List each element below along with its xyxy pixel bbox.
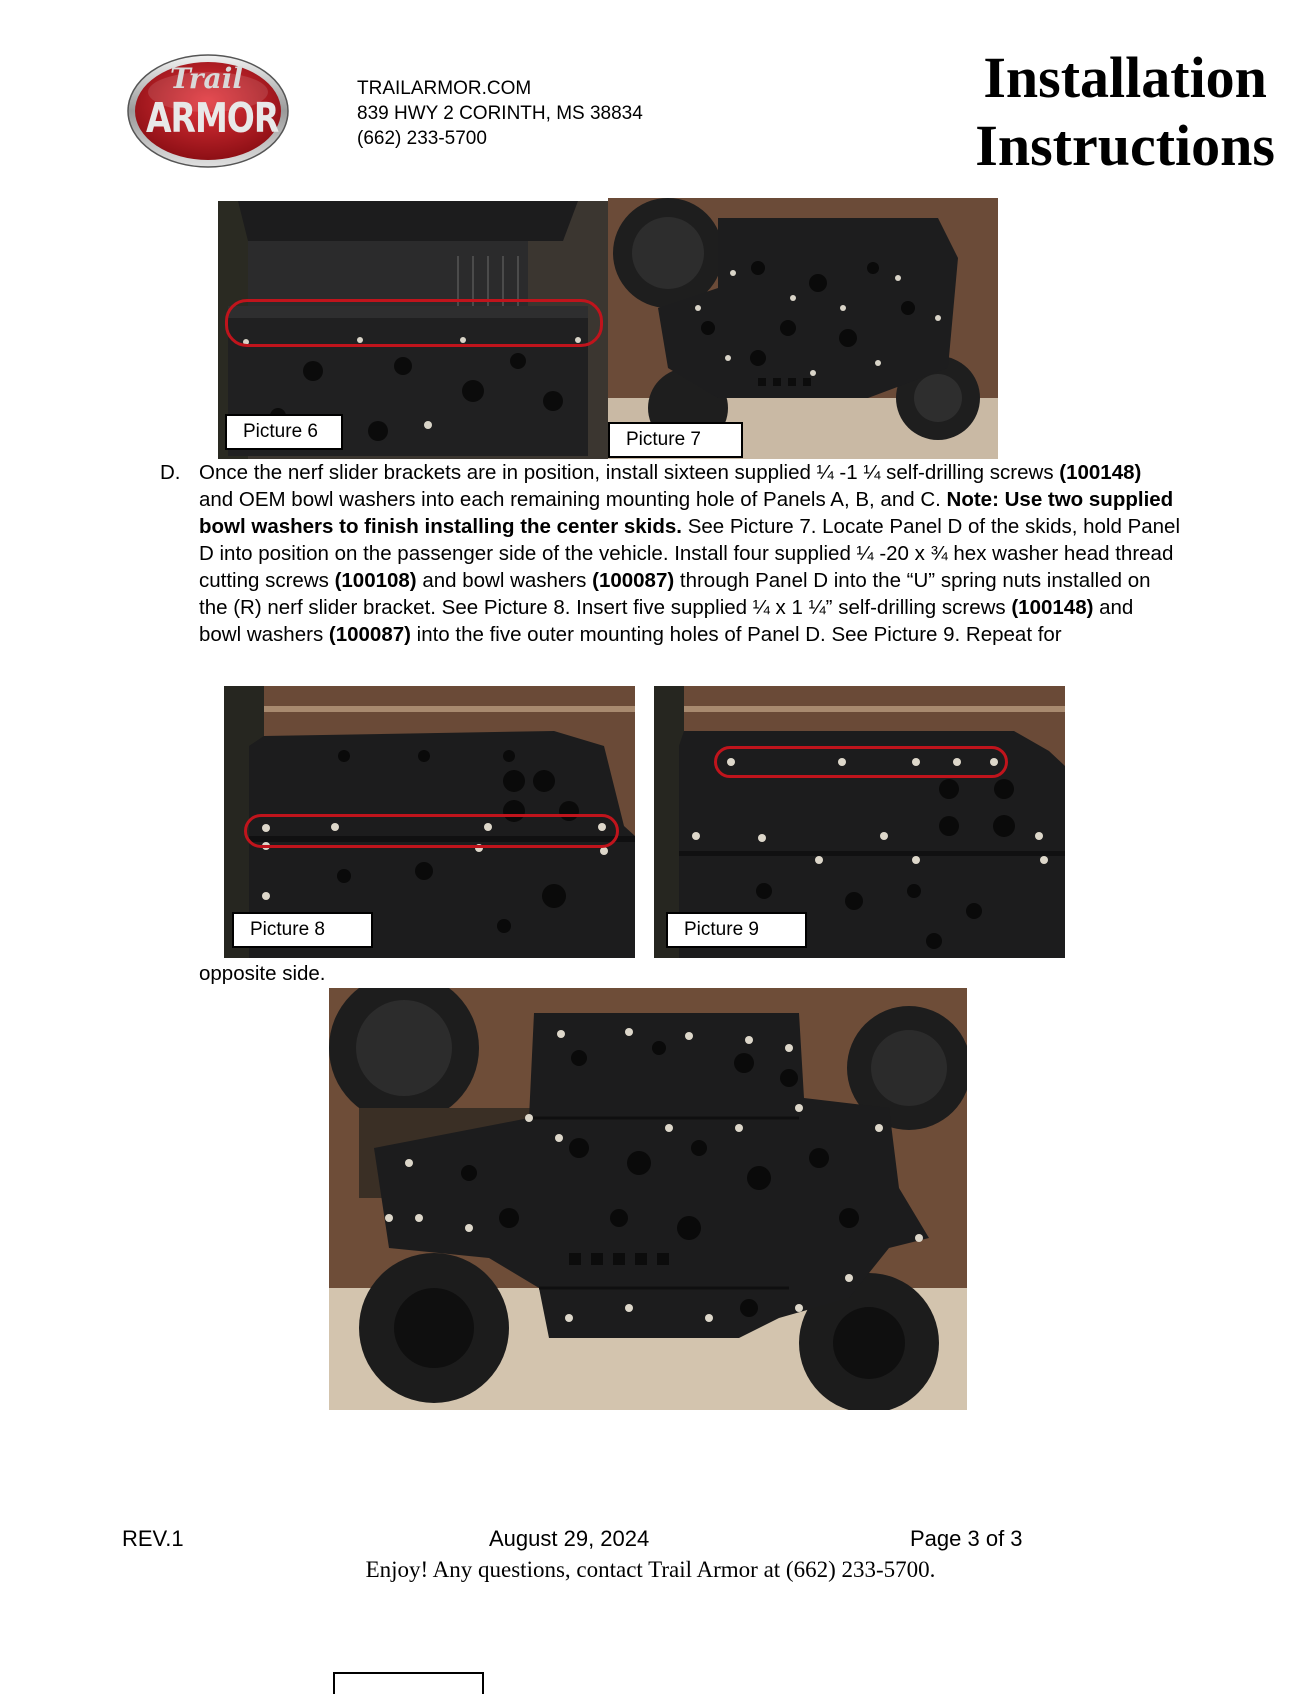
next-page-box-edge (333, 1672, 484, 1694)
step-d-letter: D. (160, 461, 181, 484)
step-d-text-1: Once the nerf slider brackets are in position, install sixteen supplied ¼ -1 ¼ self-drilling screws (199, 461, 1060, 484)
title-line-2: Instructions (975, 113, 1275, 178)
picture-8-highlight (244, 814, 619, 848)
step-d (160, 459, 1180, 648)
picture-7-caption: Picture 7 (608, 422, 743, 458)
logo-script-text: Trail (170, 62, 243, 95)
phone-text: (662) 233-5700 (357, 128, 487, 149)
picture-6-highlight (225, 299, 603, 347)
title-line-1: Installation (983, 45, 1267, 110)
step-d-part-number-2: (100108) (334, 569, 417, 592)
picture-8-caption: Picture 8 (232, 912, 373, 948)
trail-armor-logo (126, 52, 291, 170)
footer-page-number: Page 3 of 3 (910, 1526, 1023, 1551)
step-d-text-3: See Picture 7. Locate Panel D of the skids, hold Panel D into position on the passenger side of the vehicle. Install four supplied ¼ -20 x ¾ hex washer head thread cutting screws (199, 515, 1180, 592)
picture-6-caption: Picture 6 (225, 414, 343, 450)
step-d-part-number-4: (100148) (1011, 596, 1094, 619)
finished-install-photo (329, 988, 967, 1410)
step-d-part-number-3: (100087) (592, 569, 675, 592)
address-text: 839 HWY 2 CORINTH, MS 38834 (357, 103, 643, 124)
picture-9-photo (654, 686, 1065, 958)
step-d-text-2: and OEM bowl washers into each remaining mounting hole of Panels A, B, and C. (199, 488, 947, 511)
picture-7-photo (608, 198, 998, 459)
step-d-part-number-1: (100148) (1059, 461, 1142, 484)
logo-block-text: ARMOR (146, 93, 279, 142)
step-d-text-6: and bowl washers (199, 596, 1134, 646)
step-d-continued: opposite side. (199, 962, 326, 985)
step-d-text-5: through Panel D into the “U” spring nuts installed on the (R) nerf slider bracket. See Picture 8. Insert five supplied ¼ x 1 ¼” self-drilling screws (199, 569, 1151, 619)
step-d-text-7: into the five outer mounting holes of Panel D. See Picture 9. Repeat for (410, 623, 1062, 646)
footer-contact-line: Enjoy! Any questions, contact Trail Armor at (662) 233-5700. (365, 1557, 936, 1582)
step-d-paragraph (199, 459, 1180, 648)
footer-date: August 29, 2024 (489, 1526, 650, 1551)
picture-8-photo (224, 686, 635, 958)
website-text: TRAILARMOR.COM (357, 78, 532, 99)
step-d-note: Note: Use two supplied bowl washers to finish installing the center skids. (199, 488, 1174, 538)
document-title (975, 44, 1275, 180)
step-d-part-number-5: (100087) (328, 623, 411, 646)
picture-6-photo (218, 201, 608, 459)
footer-revision: REV.1 (122, 1526, 184, 1551)
picture-9-caption: Picture 9 (666, 912, 807, 948)
company-contact (357, 76, 643, 151)
step-d-text-4: and bowl washers (416, 569, 593, 592)
picture-9-highlight (714, 746, 1008, 778)
